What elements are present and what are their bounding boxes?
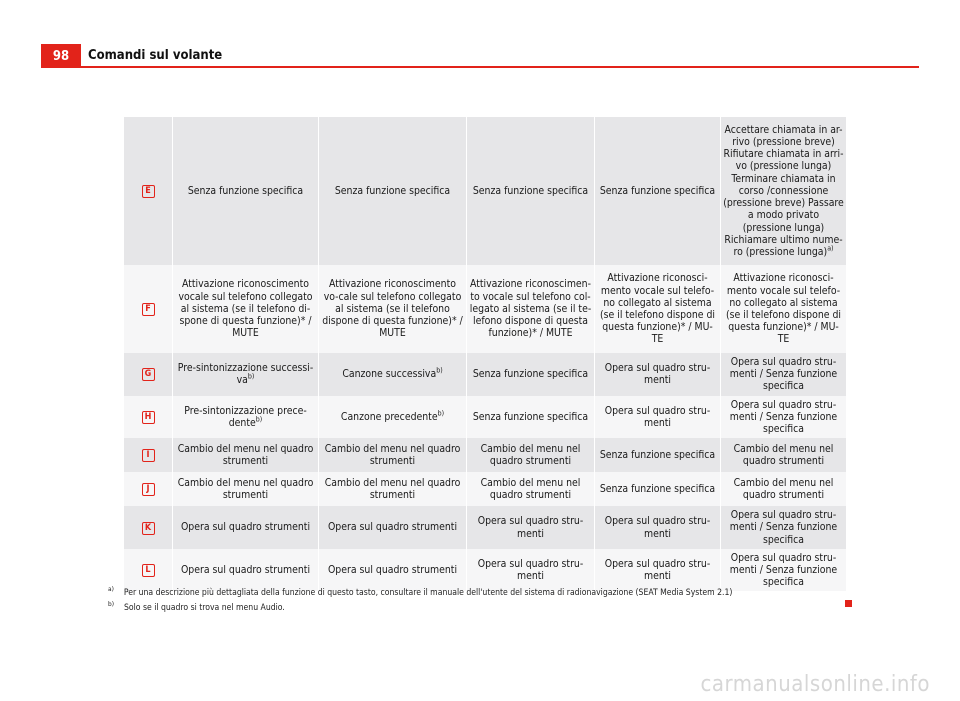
table-row — [124, 438, 846, 472]
cell-text: Senza funzione specifica — [472, 184, 589, 197]
page-title: Comandi sul volante — [88, 48, 223, 63]
cell-text: Senza funzione specifica — [472, 410, 589, 423]
table-cell — [318, 353, 466, 396]
footnote-b — [108, 600, 285, 613]
table-cell — [594, 506, 720, 549]
key-cell — [124, 472, 172, 506]
table-cell — [318, 506, 466, 549]
table-row — [124, 506, 846, 549]
cell-text: Cambio del menu nel quadro strumenti — [324, 443, 461, 468]
table-cell — [172, 438, 318, 472]
cell-text: Cambio del menu nel quadro strumenti — [324, 477, 461, 502]
cell-text: Accettare chiamata in ar-rivo (pressione breve) Rifiutare chiamata in arri-vo (pressione lunga) Terminare chiamata in corso /connessione (pressione breve) Passare a modo privato (pressione lunga) Richiamare ultimo nume-ro (pressione lunga) — [723, 123, 844, 258]
table-cell — [720, 117, 846, 265]
key-cell — [124, 506, 172, 549]
button-key-badge: G — [142, 368, 155, 381]
table-cell — [318, 265, 466, 353]
cell-text: Senza funzione specifica — [472, 368, 589, 381]
table-cell — [172, 265, 318, 353]
cell-text: Opera sul quadro stru-menti — [604, 557, 711, 583]
cell-text: Pre-sintonizzazione successi-va — [177, 362, 314, 387]
table-cell — [172, 353, 318, 396]
footnote-mark: a) — [108, 585, 114, 594]
table-cell — [466, 506, 594, 549]
table-cell — [172, 117, 318, 265]
button-key-badge: H — [142, 411, 155, 424]
table-cell — [594, 549, 720, 592]
cell-text: Opera sul quadro stru-menti / Senza funzione specifica — [729, 398, 838, 436]
key-cell — [124, 396, 172, 439]
cell-text: Cambio del menu nel quadro strumenti — [733, 477, 834, 502]
key-cell — [124, 265, 172, 353]
cell-text: Opera sul quadro stru-menti — [604, 404, 711, 429]
cell-text: Senza funzione specifica — [334, 184, 451, 197]
footnote-ref: b) — [437, 409, 445, 418]
table-cell — [172, 396, 318, 439]
table-cell — [172, 549, 318, 592]
table-cell — [172, 506, 318, 549]
button-key-badge: E — [142, 185, 155, 198]
table-row — [124, 353, 846, 396]
table-cell — [318, 396, 466, 439]
table-cell — [466, 117, 594, 265]
header-rule — [81, 66, 919, 68]
table-row — [124, 472, 846, 506]
table-cell — [720, 353, 846, 396]
cell-text: Opera sul quadro stru-menti — [477, 515, 584, 540]
cell-text: Attivazione riconoscimento vocale sul telefono collegato al sistema (se il telefono di-spone di questa funzione)* / MUTE — [178, 278, 313, 340]
cell-text: Opera sul quadro stru-menti / Senza funzione specifica — [729, 356, 838, 393]
table-cell — [594, 265, 720, 353]
cell-text: Opera sul quadro stru-menti / Senza funzione specifica — [729, 551, 838, 589]
key-cell — [124, 438, 172, 472]
cell-text: Cambio del menu nel quadro strumenti — [480, 477, 581, 502]
cell-text: Canzone successiva — [342, 368, 437, 381]
table-cell — [720, 396, 846, 439]
footnote-ref: a) — [827, 244, 834, 253]
button-key-badge: L — [142, 564, 155, 577]
table-cell — [466, 549, 594, 592]
table-cell — [594, 117, 720, 265]
cell-text: Cambio del menu nel quadro strumenti — [480, 443, 581, 468]
cell-text: Opera sul quadro stru-menti — [604, 515, 711, 540]
cell-text: Attivazione riconoscimento vo-cale sul telefono collegato al sistema (se il telefono dispone di questa funzione)* / MUTE — [322, 278, 463, 340]
cell-text: Senza funzione specifica — [599, 184, 716, 197]
cell-text: Cambio del menu nel quadro strumenti — [177, 477, 314, 502]
cell-text: Canzone precedente — [340, 410, 438, 423]
footnote-ref: b) — [255, 415, 263, 424]
table-cell — [720, 265, 846, 353]
table-cell — [594, 438, 720, 472]
cell-text: Opera sul quadro strumenti — [180, 521, 311, 534]
table-row — [124, 396, 846, 439]
cell-text: Opera sul quadro strumenti — [180, 564, 311, 577]
steering-controls-table — [124, 117, 846, 591]
table-cell — [720, 549, 846, 592]
button-key-badge: K — [142, 522, 155, 535]
cell-text: Attivazione riconosci-mento vocale sul telefo-no collegato al sistema (se il telefono dispone di questa funzione)* / MU-TE — [725, 272, 842, 346]
table-cell — [318, 549, 466, 592]
cell-text: Attivazione riconosci-mento vocale sul telefo-no collegato al sistema (se il telefono dispone di questa funzione)* / MU-TE — [599, 272, 716, 346]
footnote-ref: b) — [436, 366, 443, 375]
footnote-mark: b) — [108, 600, 114, 609]
cell-text: Opera sul quadro stru-menti — [477, 557, 584, 583]
table-cell — [466, 265, 594, 353]
table-cell — [318, 117, 466, 265]
button-key-badge: J — [142, 483, 155, 496]
footnote-a — [108, 585, 733, 598]
footnote-text: Solo se il quadro si trova nel menu Audio. — [124, 603, 285, 613]
table-cell — [318, 438, 466, 472]
button-key-badge: F — [142, 303, 155, 316]
table-cell — [466, 396, 594, 439]
table-row — [124, 265, 846, 353]
table-cell — [172, 472, 318, 506]
footnote-text: Per una descrizione più dettagliata della funzione di questo tasto, consultare il manuale dell'utente del sistema di radionavigazione (SEAT Media System 2.1) — [123, 588, 733, 598]
cell-text: Opera sul quadro stru-menti — [604, 362, 711, 387]
watermark: carmanualsonline.info — [700, 672, 930, 697]
end-marker — [845, 600, 852, 607]
footnote-ref: b) — [247, 372, 255, 381]
key-cell — [124, 549, 172, 592]
cell-text: Senza funzione specifica — [187, 184, 304, 197]
cell-text: Cambio del menu nel quadro strumenti — [177, 443, 314, 468]
cell-text: Cambio del menu nel quadro strumenti — [733, 443, 834, 468]
cell-text: Senza funzione specifica — [599, 449, 716, 462]
table-cell — [594, 396, 720, 439]
key-cell — [124, 117, 172, 265]
cell-text: Opera sul quadro strumenti — [327, 521, 458, 534]
cell-text: Senza funzione specifica — [599, 483, 716, 496]
table-cell — [594, 353, 720, 396]
table-cell — [466, 353, 594, 396]
cell-text: Opera sul quadro stru-menti / Senza funzione specifica — [729, 509, 838, 546]
table-cell — [594, 472, 720, 506]
key-cell — [124, 353, 172, 396]
cell-text: Pre-sintonizzazione prece-dente — [184, 404, 307, 429]
table-cell — [466, 438, 594, 472]
table-row — [124, 117, 846, 265]
table-cell — [720, 506, 846, 549]
cell-text: Opera sul quadro strumenti — [327, 564, 458, 577]
table-cell — [466, 472, 594, 506]
cell-text: Attivazione riconoscimen-to vocale sul telefono col-legato al sistema (se il te-lefono dispone di questa funzione)* / MUTE — [469, 278, 592, 340]
button-key-badge: I — [142, 449, 155, 462]
table-row — [124, 549, 846, 592]
table-cell — [720, 438, 846, 472]
table-cell — [720, 472, 846, 506]
table-cell — [318, 472, 466, 506]
page-number: 98 — [41, 44, 81, 68]
page-header — [41, 44, 919, 68]
